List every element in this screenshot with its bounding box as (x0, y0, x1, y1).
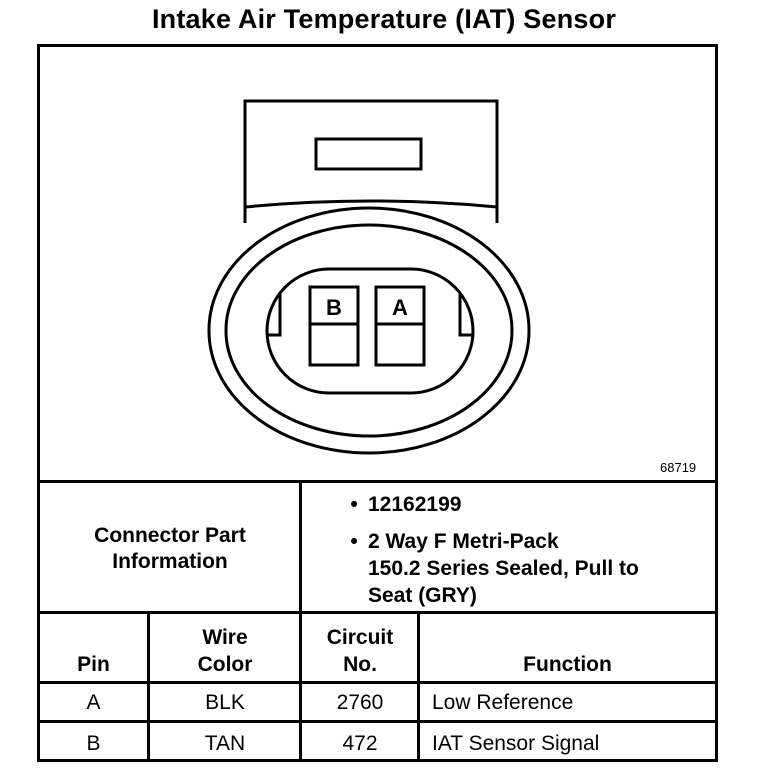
pin-label-b: B (326, 295, 342, 320)
header-line: Circuit (326, 626, 394, 649)
header-function: Function (523, 653, 612, 676)
header-line: No. (343, 653, 377, 676)
lock-tab-base (245, 201, 497, 207)
cell-function: IAT Sensor Signal (432, 732, 600, 755)
connector-face-diagram (40, 47, 715, 483)
page-title: Intake Air Temperature (IAT) Sensor (151, 4, 617, 34)
description-line: 150.2 Series Sealed, Pull to (368, 557, 639, 580)
cell-circuit: 472 (342, 732, 378, 755)
connector-sheet (37, 44, 718, 762)
header-circuit-no (302, 624, 418, 678)
divider (40, 480, 715, 483)
cell-wire-color: TAN (204, 732, 246, 755)
cell-pin: A (86, 691, 101, 714)
description-line: Seat (GRY) (368, 584, 477, 607)
connector-outer-shell (209, 208, 529, 453)
connector-info-label-line: Connector Part (94, 523, 246, 547)
description-line: 2 Way F Metri-Pack (368, 530, 559, 553)
bullet-icon: • (350, 493, 358, 516)
cell-circuit: 2760 (336, 691, 384, 714)
header-wire-color (150, 624, 300, 678)
connector-info-label-line: Information (112, 549, 228, 573)
cell-function: Low Reference (432, 691, 574, 714)
connector-info-label (40, 486, 300, 611)
list-item (340, 528, 710, 609)
cell-wire-color: BLK (205, 691, 245, 714)
bullet-icon: • (350, 530, 358, 553)
divider (40, 720, 715, 723)
header-line: Color (197, 653, 253, 676)
header-line: Wire (202, 626, 248, 649)
header-pin: Pin (77, 653, 110, 676)
part-number: 12162199 (368, 493, 462, 516)
figure-code: 68719 (660, 460, 697, 475)
lock-tab-slot (316, 139, 421, 169)
connector-info-list (340, 491, 710, 619)
pin-label-a: A (392, 295, 408, 320)
list-item (340, 491, 710, 518)
cell-pin: B (86, 732, 101, 755)
connector-description (368, 528, 639, 609)
divider (40, 681, 715, 684)
